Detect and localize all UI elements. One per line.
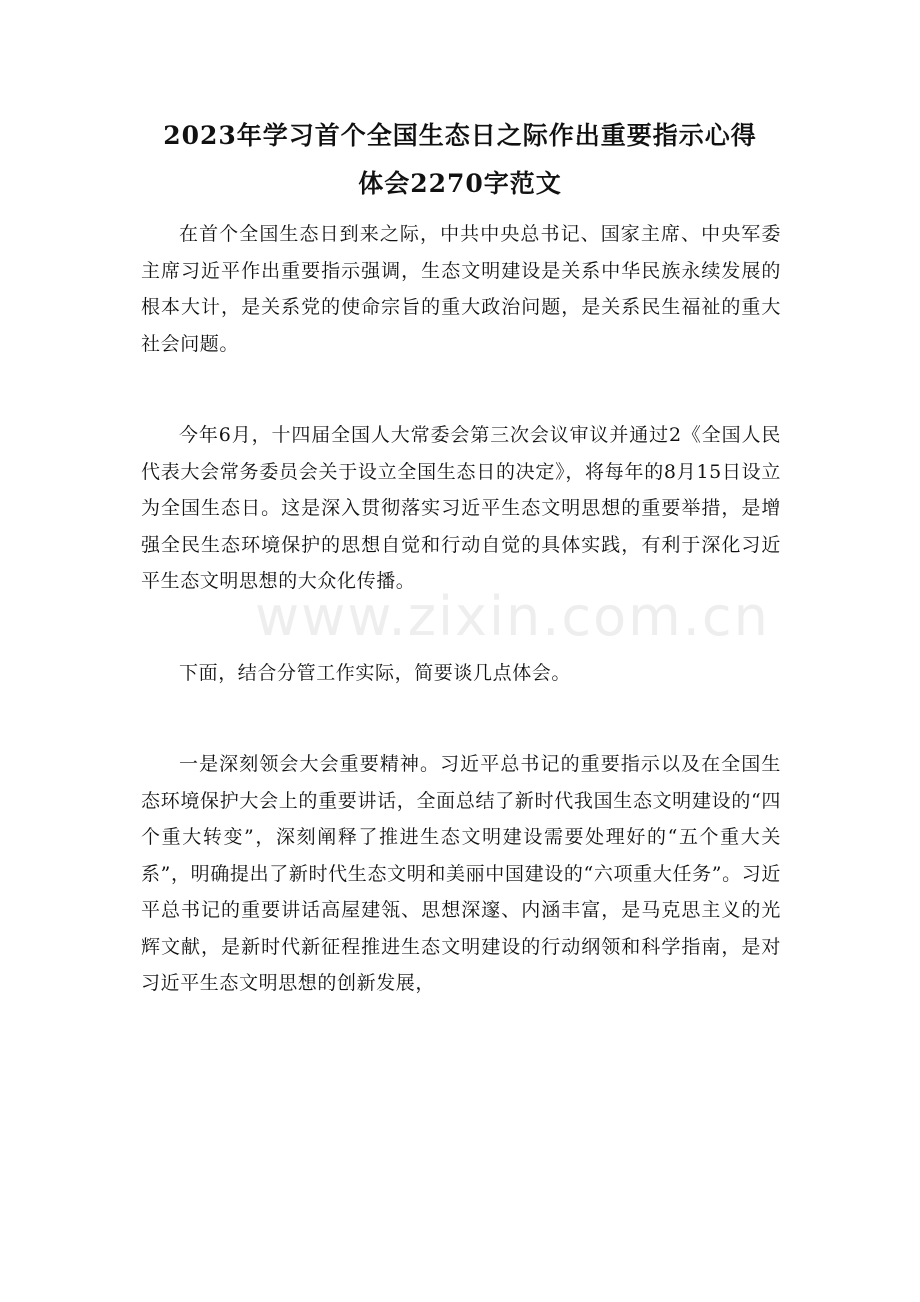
paragraph-spacer: [141, 691, 781, 746]
watermark: www.zixin.com.cn: [255, 585, 770, 648]
paragraph-2: 今年6月，十四届全国人大常委会第三次会议审议并通过2《全国人民代表大会常务委员会关于设立全国生态日的决定》，将每年的8月15日设立为全国生态日。这是深入贯彻落实习近平生态文明思想的重要举措，是增强全民生态环境保护的思想自觉和行动自觉的具体实践，有利于深化习近平生态文明思想的大众化传播。: [141, 424, 781, 592]
document-title-line-2: 体会2270字范文: [358, 169, 562, 198]
document-body: [141, 216, 781, 1002]
paragraph-3: 下面，结合分管工作实际，简要谈几点体会。: [179, 661, 572, 684]
paragraph-4: 一是深刻领会大会重要精神。习近平总书记的重要指示以及在全国生态环境保护大会上的重要讲话，全面总结了新时代我国生态文明建设的“四个重大转变”，深刻阐释了推进生态文明建设需要处理好的“五个重大关系”，明确提出了新时代生态文明和美丽中国建设的“六项重大任务”。习近平总书记的重要讲话高屋建瓴、思想深邃、内涵丰富，是马克思主义的光辉文献，是新时代新征程推进生态文明建设的行动纲领和科学指南，是对习近平生态文明思想的创新发展，: [141, 753, 781, 994]
paragraph-spacer: [141, 362, 781, 417]
paragraph-spacer: [141, 600, 781, 655]
document-title-line-1: 2023年学习首个全国生态日之际作出重要指示心得: [163, 121, 757, 150]
paragraph-1: 在首个全国生态日到来之际，中共中央总书记、国家主席、中央军委主席习近平作出重要指示强调，生态文明建设是关系中华民族永续发展的根本大计，是关系党的使命宗旨的重大政治问题，是关系民生福祉的重大社会问题。: [141, 223, 781, 355]
